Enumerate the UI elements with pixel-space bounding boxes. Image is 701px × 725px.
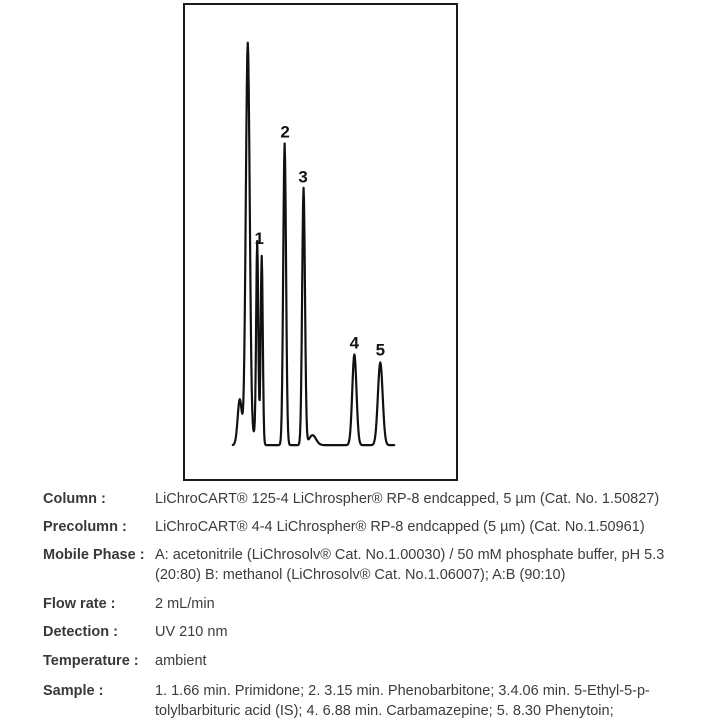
spec-value-temperature: ambient	[155, 653, 207, 669]
spec-label-column: Column :	[43, 491, 106, 507]
spec-label-detection: Detection :	[43, 624, 118, 640]
spec-value-precolumn: LiChroCART® 4-4 LiChrospher® RP-8 endcapped (5 µm) (Cat. No.1.50961)	[155, 519, 645, 535]
spec-value-mobile-phase	[155, 545, 673, 585]
peak-label-3: 3	[298, 167, 308, 187]
spec-label-sample: Sample :	[43, 683, 104, 699]
sample-line-2: tolylbarbituric acid (IS); 4. 6.88 min. Carbamazepine; 5. 8.30 Phenytoin;	[155, 703, 614, 719]
spec-label-temperature: Temperature :	[43, 653, 139, 669]
spec-row-temperature	[43, 651, 673, 671]
spec-row-detection	[43, 622, 673, 642]
chromatogram-figure	[183, 3, 458, 481]
spec-value-sample	[155, 681, 673, 721]
spec-label-mobile-phase: Mobile Phase :	[43, 547, 145, 563]
peak-label-1: 1	[254, 228, 264, 248]
chromatogram-svg	[185, 5, 456, 479]
spec-value-column: LiChroCART® 125-4 LiChrospher® RP-8 endcapped, 5 µm (Cat. No. 1.50827)	[155, 491, 660, 507]
peak-label-2: 2	[280, 122, 290, 142]
mobile-phase-line-1: A: acetonitrile (LiChrosolv® Cat. No.1.00030) / 50 mM phosphate buffer, pH 5.3	[155, 547, 665, 563]
spec-row-flow-rate	[43, 594, 673, 614]
spec-row-sample	[43, 681, 673, 721]
peak-label-4: 4	[349, 333, 360, 353]
mobile-phase-line-2: (20:80) B: methanol (LiChrosolv® Cat. No.1.06007); A:B (90:10)	[155, 567, 566, 583]
peak-label-5: 5	[375, 340, 385, 360]
spec-label-precolumn: Precolumn :	[43, 519, 127, 535]
spec-row-column	[43, 489, 673, 509]
spec-value-detection: UV 210 nm	[155, 624, 228, 640]
spec-row-mobile-phase	[43, 545, 673, 585]
spec-value-flow-rate: 2 mL/min	[155, 596, 215, 612]
sample-line-1: 1. 1.66 min. Primidone; 2. 3.15 min. Phenobarbitone; 3.4.06 min. 5-Ethyl-5-p-	[155, 683, 650, 699]
spec-label-flow-rate: Flow rate :	[43, 596, 116, 612]
spec-row-precolumn	[43, 517, 673, 537]
